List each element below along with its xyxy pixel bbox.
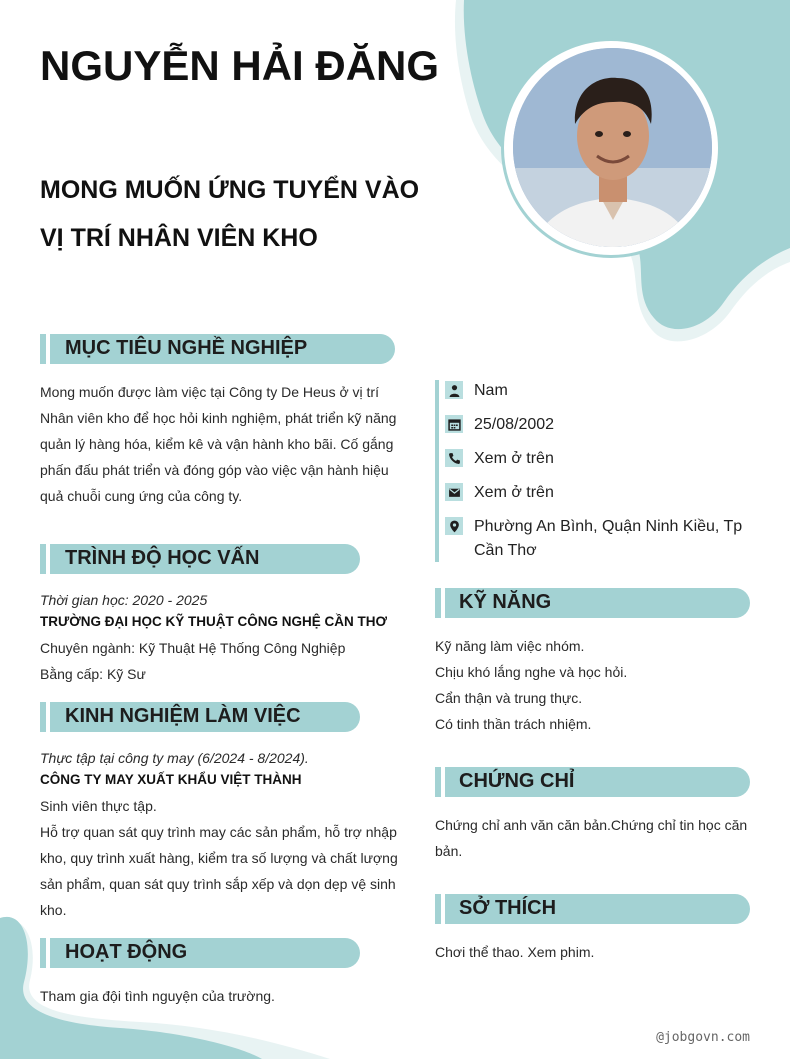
address-value: Phường An Bình, Quận Ninh Kiều, Tp Cần Thơ bbox=[474, 518, 743, 559]
experience-title: KINH NGHIỆM LÀM VIỆC bbox=[65, 705, 301, 727]
skill-item: Chịu khó lắng nghe và học hỏi. bbox=[435, 664, 628, 680]
experience-period: Thực tập tại công ty may (6/2024 - 8/2024). bbox=[40, 750, 309, 766]
skill-item: Kỹ năng làm việc nhóm. bbox=[435, 638, 585, 654]
candidate-name: NGUYỄN HẢI ĐĂNG bbox=[40, 42, 440, 89]
gender-value: Nam bbox=[474, 382, 508, 399]
activities-title: HOẠT ĐỘNG bbox=[65, 941, 188, 963]
experience-company: CÔNG TY MAY XUẤT KHẨU VIỆT THÀNH bbox=[40, 772, 302, 787]
calendar-icon bbox=[445, 415, 463, 433]
education-degree: Bằng cấp: Kỹ Sư bbox=[40, 666, 146, 682]
mail-icon bbox=[445, 483, 463, 501]
email-value: Xem ở trên bbox=[474, 484, 554, 501]
phone-value: Xem ở trên bbox=[474, 450, 554, 467]
contact-divider bbox=[435, 380, 439, 562]
hobbies-heading bbox=[435, 894, 750, 924]
certificates-text: Chứng chỉ anh văn căn bản.Chứng chỉ tin học căn bản. bbox=[435, 817, 748, 859]
experience-role: Sinh viên thực tập. bbox=[40, 798, 157, 814]
objective-title: MỤC TIÊU NGHỀ NGHIỆP bbox=[65, 337, 308, 359]
skills-heading bbox=[435, 588, 750, 618]
education-period: Thời gian học: 2020 - 2025 bbox=[40, 592, 208, 608]
education-heading bbox=[40, 544, 360, 574]
phone-icon bbox=[445, 449, 463, 467]
location-icon bbox=[445, 517, 463, 535]
experience-description: Hỗ trợ quan sát quy trình may các sản phẩm, hỗ trợ nhập kho, quy trình xuất hàng, kiểm tra số lượng và chất lượng sản phẩm, quan sát quy trình sắp xếp và dọn dẹp vệ sinh kho. bbox=[40, 824, 398, 918]
activities-text: Tham gia đội tình nguyện của trường. bbox=[40, 988, 275, 1004]
education-school: TRƯỜNG ĐẠI HỌC KỸ THUẬT CÔNG NGHỆ CẦN THƠ bbox=[40, 614, 387, 629]
birthday-value: 25/08/2002 bbox=[474, 416, 555, 433]
activities-heading bbox=[40, 938, 360, 968]
skills-title: KỸ NĂNG bbox=[459, 591, 552, 613]
education-major: Chuyên ngành: Kỹ Thuật Hệ Thống Công Nghiệp bbox=[40, 640, 346, 656]
skill-item: Có tinh thần trách nhiệm. bbox=[435, 716, 592, 732]
objective-heading bbox=[40, 334, 395, 364]
education-title: TRÌNH ĐỘ HỌC VẤN bbox=[65, 547, 260, 569]
certificates-heading bbox=[435, 767, 750, 797]
person-icon bbox=[445, 381, 463, 399]
watermark: @jobgovn.com bbox=[656, 1030, 750, 1045]
certificates-title: CHỨNG CHỈ bbox=[459, 770, 575, 792]
hobbies-text: Chơi thể thao. Xem phim. bbox=[435, 944, 595, 960]
decorative-blob-bottom bbox=[0, 900, 330, 1059]
skill-item: Cẩn thận và trung thực. bbox=[435, 690, 583, 706]
target-position: MONG MUỐN ỨNG TUYỂN VÀO VỊ TRÍ NHÂN VIÊN KHO bbox=[40, 176, 420, 252]
experience-heading bbox=[40, 702, 360, 732]
hobbies-title: SỞ THÍCH bbox=[459, 897, 557, 919]
profile-photo bbox=[513, 48, 712, 247]
objective-text: Mong muốn được làm việc tại Công ty De Heus ở vị trí Nhân viên kho để học hỏi kinh nghiệm, phát triển kỹ năng quản lý hàng hóa, kiểm kê và vận hành kho bãi. Cố gắng phấn đấu phát triển và đóng góp vào việc vận hành hiệu quả chuỗi cung ứng của công ty. bbox=[40, 384, 397, 504]
